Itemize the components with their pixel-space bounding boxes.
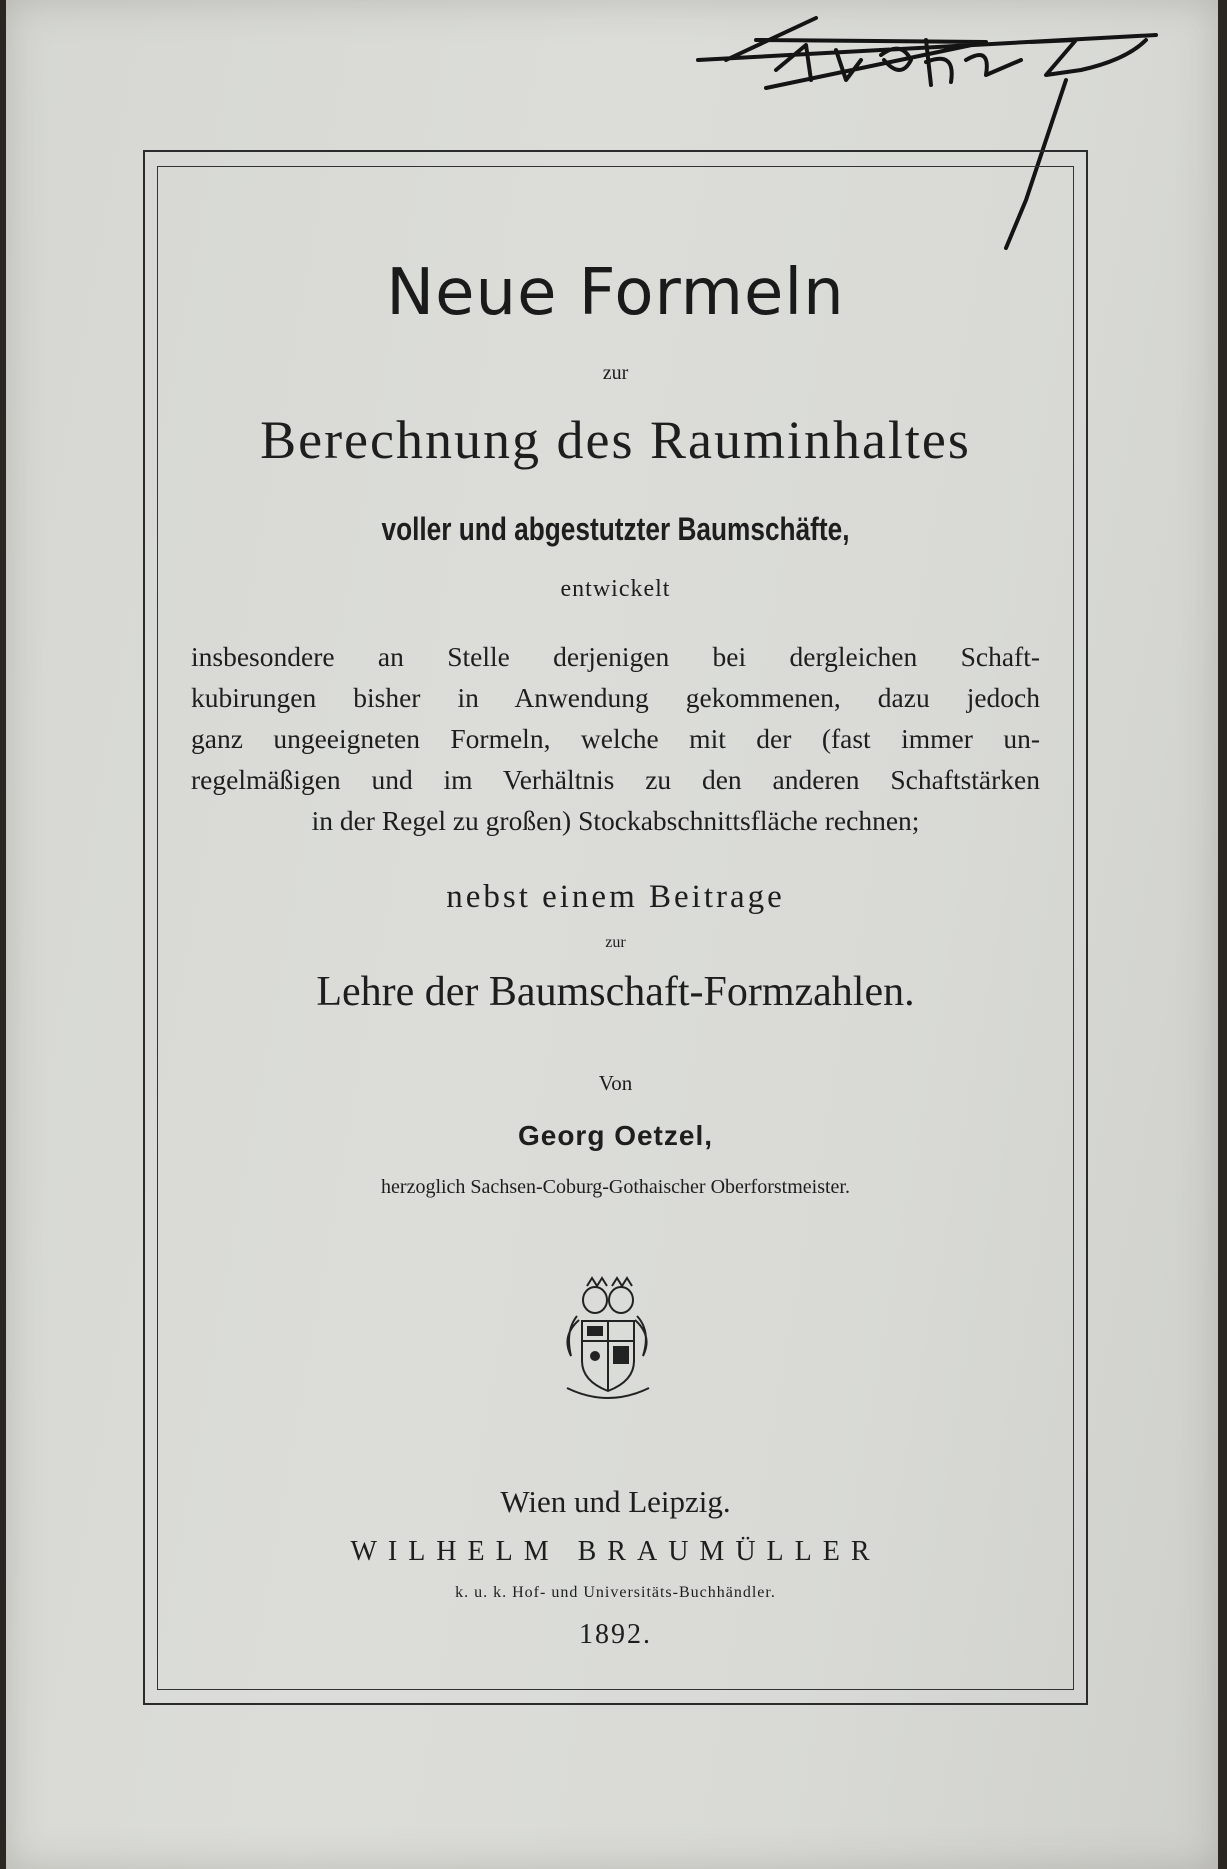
publisher-role: k. u. k. Hof- und Universitäts-Buchhändler.: [455, 1584, 776, 1601]
description-paragraph: [191, 636, 1040, 841]
entwickelt-line: entwickelt: [560, 576, 671, 602]
description-line: regelmäßigen und im Verhältnis zu den anderen Schaftstärken: [191, 764, 1040, 795]
description-line: in der Regel zu großen) Stockabschnittsfläche rechnen;: [311, 805, 920, 836]
author-name: Georg Oetzel,: [517, 1120, 714, 1151]
book-title: Neue Formeln: [386, 256, 845, 330]
book-subtitle-2: voller und abgestutzter Baumschäfte,: [381, 511, 850, 547]
title-page-content: [157, 166, 1074, 1690]
title-page: [6, 0, 1218, 1869]
addendum-intro: nebst einem Beitrage: [446, 879, 785, 915]
description-line: kubirungen bisher in Anwendung gekommenen, dazu jedoch: [191, 682, 1040, 713]
addendum-title: Lehre der Baumschaft-Formzahlen.: [316, 969, 915, 1015]
description-line: insbesondere an Stelle derjenigen bei dergleichen Schaft-: [191, 641, 1040, 672]
publisher-crest-icon: [557, 1276, 657, 1406]
book-subtitle: Berechnung des Rauminhaltes: [260, 410, 971, 470]
connector-zur: zur: [602, 362, 629, 384]
publication-year: 1892.: [579, 1619, 652, 1650]
description-line: ganz ungeeigneten Formeln, welche mit der (fast immer un-: [191, 723, 1040, 754]
publisher-name: WILHELM BRAUMÜLLER: [350, 1536, 881, 1567]
publication-city: Wien und Leipzig.: [500, 1484, 731, 1519]
author-von: Von: [598, 1071, 633, 1095]
author-role: herzoglich Sachsen-Coburg-Gothaischer Oberforstmeister.: [381, 1176, 850, 1198]
connector-zur: zur: [605, 934, 626, 951]
